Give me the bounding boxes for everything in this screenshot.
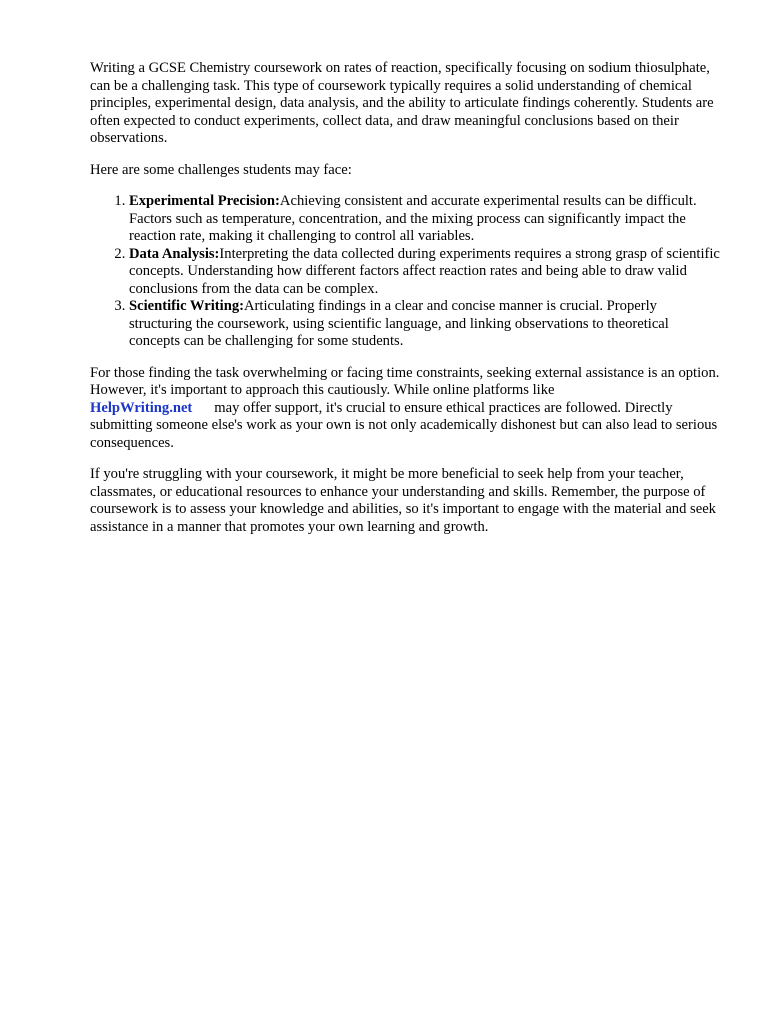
helpwriting-link[interactable]: HelpWriting.net bbox=[90, 399, 193, 416]
challenge-text: Achieving consistent and accurate experimental results can be difficult. Factors such as temperature, concentration, and the mixing process can significantly impact the reaction rate, making it challenging to control all variables. bbox=[129, 193, 697, 244]
challenge-text: Interpreting the data collected during experiments requires a strong grasp of scientific concepts. Understanding how different factors affect reaction rates and being able to draw valid conclusions from the data can be complex. bbox=[129, 245, 720, 297]
challenge-term: Experimental Precision: bbox=[129, 193, 280, 209]
challenges-intro: Here are some challenges students may face: bbox=[90, 161, 352, 178]
assistance-text-before: For those finding the task overwhelming or facing time constraints, seeking external assistance is an option. However, it's important to approach this cautiously. While online platforms like bbox=[90, 364, 720, 398]
challenge-term: Data Analysis: bbox=[129, 245, 220, 262]
assistance-paragraph bbox=[90, 365, 720, 453]
intro-paragraph: Writing a GCSE Chemistry coursework on rates of reaction, specifically focusing on sodium thiosulphate, can be a challenging task. This type of coursework typically requires a solid understanding of chemical principles, experimental design, data analysis, and the ability to articulate findings coherently. Students are often expected to conduct experiments, collect data, and draw meaningful conclusions based on their observations. bbox=[90, 60, 714, 146]
closing-paragraph: If you're struggling with your coursework, it might be more beneficial to seek help from your teacher, classmates, or educational resources to enhance your understanding and skills. Remember, the purpose of coursework is to assess your knowledge and abilities, so it's important to engage with the material and seek assistance in a manner that promotes your own learning and growth. bbox=[90, 466, 716, 535]
list-item bbox=[129, 298, 720, 351]
challenge-text: Articulating findings in a clear and concise manner is crucial. Properly structuring the coursework, using scientific language, and linking observations to theoretical concepts can be challenging for some students. bbox=[129, 298, 669, 349]
list-item bbox=[129, 246, 720, 299]
challenge-term: Scientific Writing: bbox=[129, 298, 244, 314]
list-item bbox=[129, 193, 720, 246]
document-page bbox=[90, 60, 720, 550]
assistance-text-after: may offer support, it's crucial to ensure ethical practices are followed. Directly submitting someone else's work as your own is not only academically dishonest but can also lead to serious consequences. bbox=[90, 399, 718, 451]
challenges-list bbox=[90, 193, 720, 351]
